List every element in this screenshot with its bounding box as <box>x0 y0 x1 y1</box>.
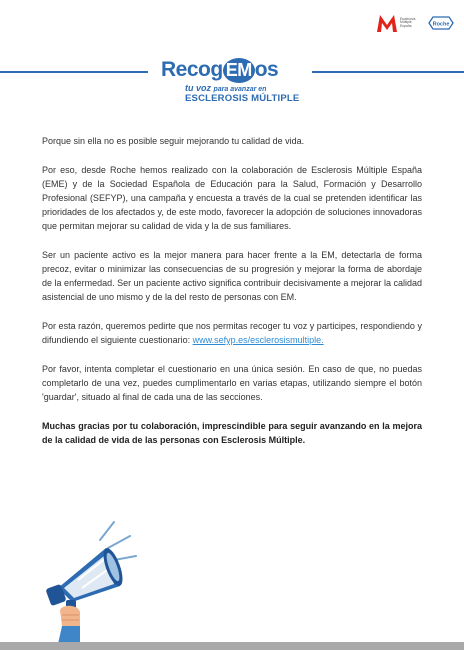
campaign-title <box>155 50 315 108</box>
paragraph: Ser un paciente activo es la mejor manera para hacer frente a la EM, detectarla de forma precoz, evitar o minimizar las consecuencias de su progresión y mejorar la forma de abordaje de la enfermedad. Ser un paciente activo significa contribuir decisivamente a mejorar la calidad asistencial de uno mismo y de la del resto de personas con EM. <box>42 250 422 302</box>
campaign-subtitle: tu voz para avanzar en <box>185 83 267 93</box>
paragraph: Por eso, desde Roche hemos realizado con la colaboración de Esclerosis Múltiple España (EME) y de la Sociedad Española de Educación para la Salud, Formación y Desarrollo Profesional (SEFYP), una campaña y encuesta a través de la cual se pretenden identificar las prioridades de los afectados y, de este modo, favorecer la adopción de soluciones innovadoras que permitan mejorar su calidad de vida y la de sus familiares. <box>42 165 422 231</box>
paragraph-with-link: Por esta razón, queremos pedirte que nos permitas recoger tu voz y participes, respondiendo y difundiendo el siguiente cuestionario: www.sefyp.es/esclerosismultiple. <box>42 321 422 345</box>
roche-label: Roche <box>432 21 450 28</box>
eme-logo <box>376 13 422 33</box>
campaign-subtitle-disease: ESCLEROSIS MÚLTIPLE <box>185 93 300 104</box>
eme-logo-text: Esclerosis Múltiple España <box>400 16 416 28</box>
letter-body <box>42 134 422 462</box>
footer-bar <box>0 642 464 650</box>
megaphone-icon <box>44 518 168 644</box>
thanks-paragraph: Muchas gracias por tu colaboración, imprescindible para seguir avanzando en la mejora de la calidad de vida de las personas con Esclerosis Múltiple. <box>42 421 422 445</box>
em-m-icon <box>376 13 398 33</box>
roche-logo <box>428 16 454 30</box>
em-badge: EM <box>223 58 255 83</box>
paragraph: Porque sin ella no es posible seguir mejorando tu calidad de vida. <box>42 136 305 146</box>
paragraph: Por favor, intenta completar el cuestionario en una única sesión. En caso de que, no puedas completarlo de una vez, puedes cumplimentarlo en varias etapas, utilizando siempre el botón 'guardar', situado al final de cada una de las secciones. <box>42 364 422 402</box>
survey-link[interactable]: www.sefyp.es/esclerosismultiple. <box>192 335 324 345</box>
header-rule-right <box>312 71 464 73</box>
partner-logos <box>376 13 454 33</box>
campaign-title-main: Recog EM os <box>161 58 279 81</box>
header-rule-left <box>0 71 148 73</box>
